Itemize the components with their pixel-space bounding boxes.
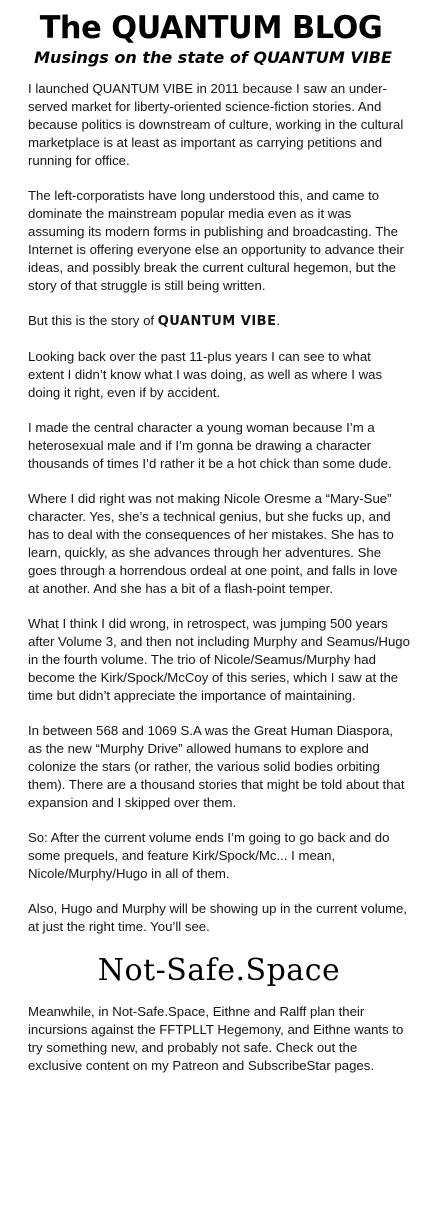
paragraph-5: I made the central character a young woman because I’m a heterosexual male and if I’m gonna be drawing a character thousands of times I’d rather it be a hot chick than some dude. xyxy=(28,420,392,471)
paragraph-2: The left-corporatists have long understood this, and came to dominate the mainstream popular media even as it was assuming its modern forms in publishing and broadcasting. The Internet is offering everyone else an opportunity to advance their ideas, and possibly break the current cultural hegemon, but the story of that struggle is still being written. xyxy=(28,188,404,293)
blog-title: The QUANTUM BLOG xyxy=(39,10,383,46)
paragraph-10: Also, Hugo and Murphy will be showing up in the current volume, at just the right time. You’ll see. xyxy=(28,901,407,934)
paragraph-4: Looking back over the past 11-plus years I can see to what extent I didn’t know what I was doing, as well as where I was doing it right, even if by accident. xyxy=(28,349,383,400)
quantum-vibe-logo-text: QUANTUM VIBE xyxy=(157,314,277,329)
blog-subtitle: Musings on the state of QUANTUM VIBE xyxy=(34,48,392,67)
paragraph-3-suffix: . xyxy=(276,313,281,328)
paragraph-8: In between 568 and 1069 S.A was the Great Human Diaspora, as the new “Murphy Drive” allowed humans to explore and colonize the stars (or rather, the various solid bodies orbiting them). There are a thousand stories that might be told about that expansion and I skipped over them. xyxy=(28,723,405,810)
not-safe-space-paragraph: Meanwhile, in Not-Safe.Space, Eithne and Ralff plan their incursions against the FFTPLLT Hegemony, and Eithne wants to try something new, and probably not safe. Check out the exclusive content on my Patreon and SubscribeStar pages. xyxy=(28,1004,404,1073)
paragraph-6: Where I did right was not making Nicole Oresme a “Mary-Sue” character. Yes, she’s a technical genius, but she fucks up, and has to deal with the consequences of her mistakes. She has to learn, quickly, as she advances through her adventures. She goes through a horrendous ordeal at one point, and falls in love at another. And she has a bit of a flash-point temper. xyxy=(28,491,398,596)
paragraph-7: What I think I did wrong, in retrospect, was jumping 500 years after Volume 3, and then not including Murphy and Seamus/Hugo in the fourth volume. The trio of Nicole/Seamus/Murphy had become the Kirk/Spock/McCoy of this series, which I saw at the time but didn’t appreciate the importance of maintaining. xyxy=(28,616,410,703)
not-safe-space-heading: Not-Safe.Space xyxy=(97,953,341,988)
paragraph-3-prefix: But this is the story of xyxy=(28,313,158,328)
paragraph-9: So: After the current volume ends I’m going to go back and do some prequels, and feature Kirk/Spock/Mc... I mean, Nicole/Murphy/Hugo in all of them. xyxy=(28,830,390,881)
paragraph-3 xyxy=(28,312,410,331)
paragraph-1: I launched QUANTUM VIBE in 2011 because I saw an under-served market for liberty-oriented science-fiction stories. And because politics is downstream of culture, working in the cultural marketplace is at least as important as carrying petitions and running for office. xyxy=(28,81,404,168)
